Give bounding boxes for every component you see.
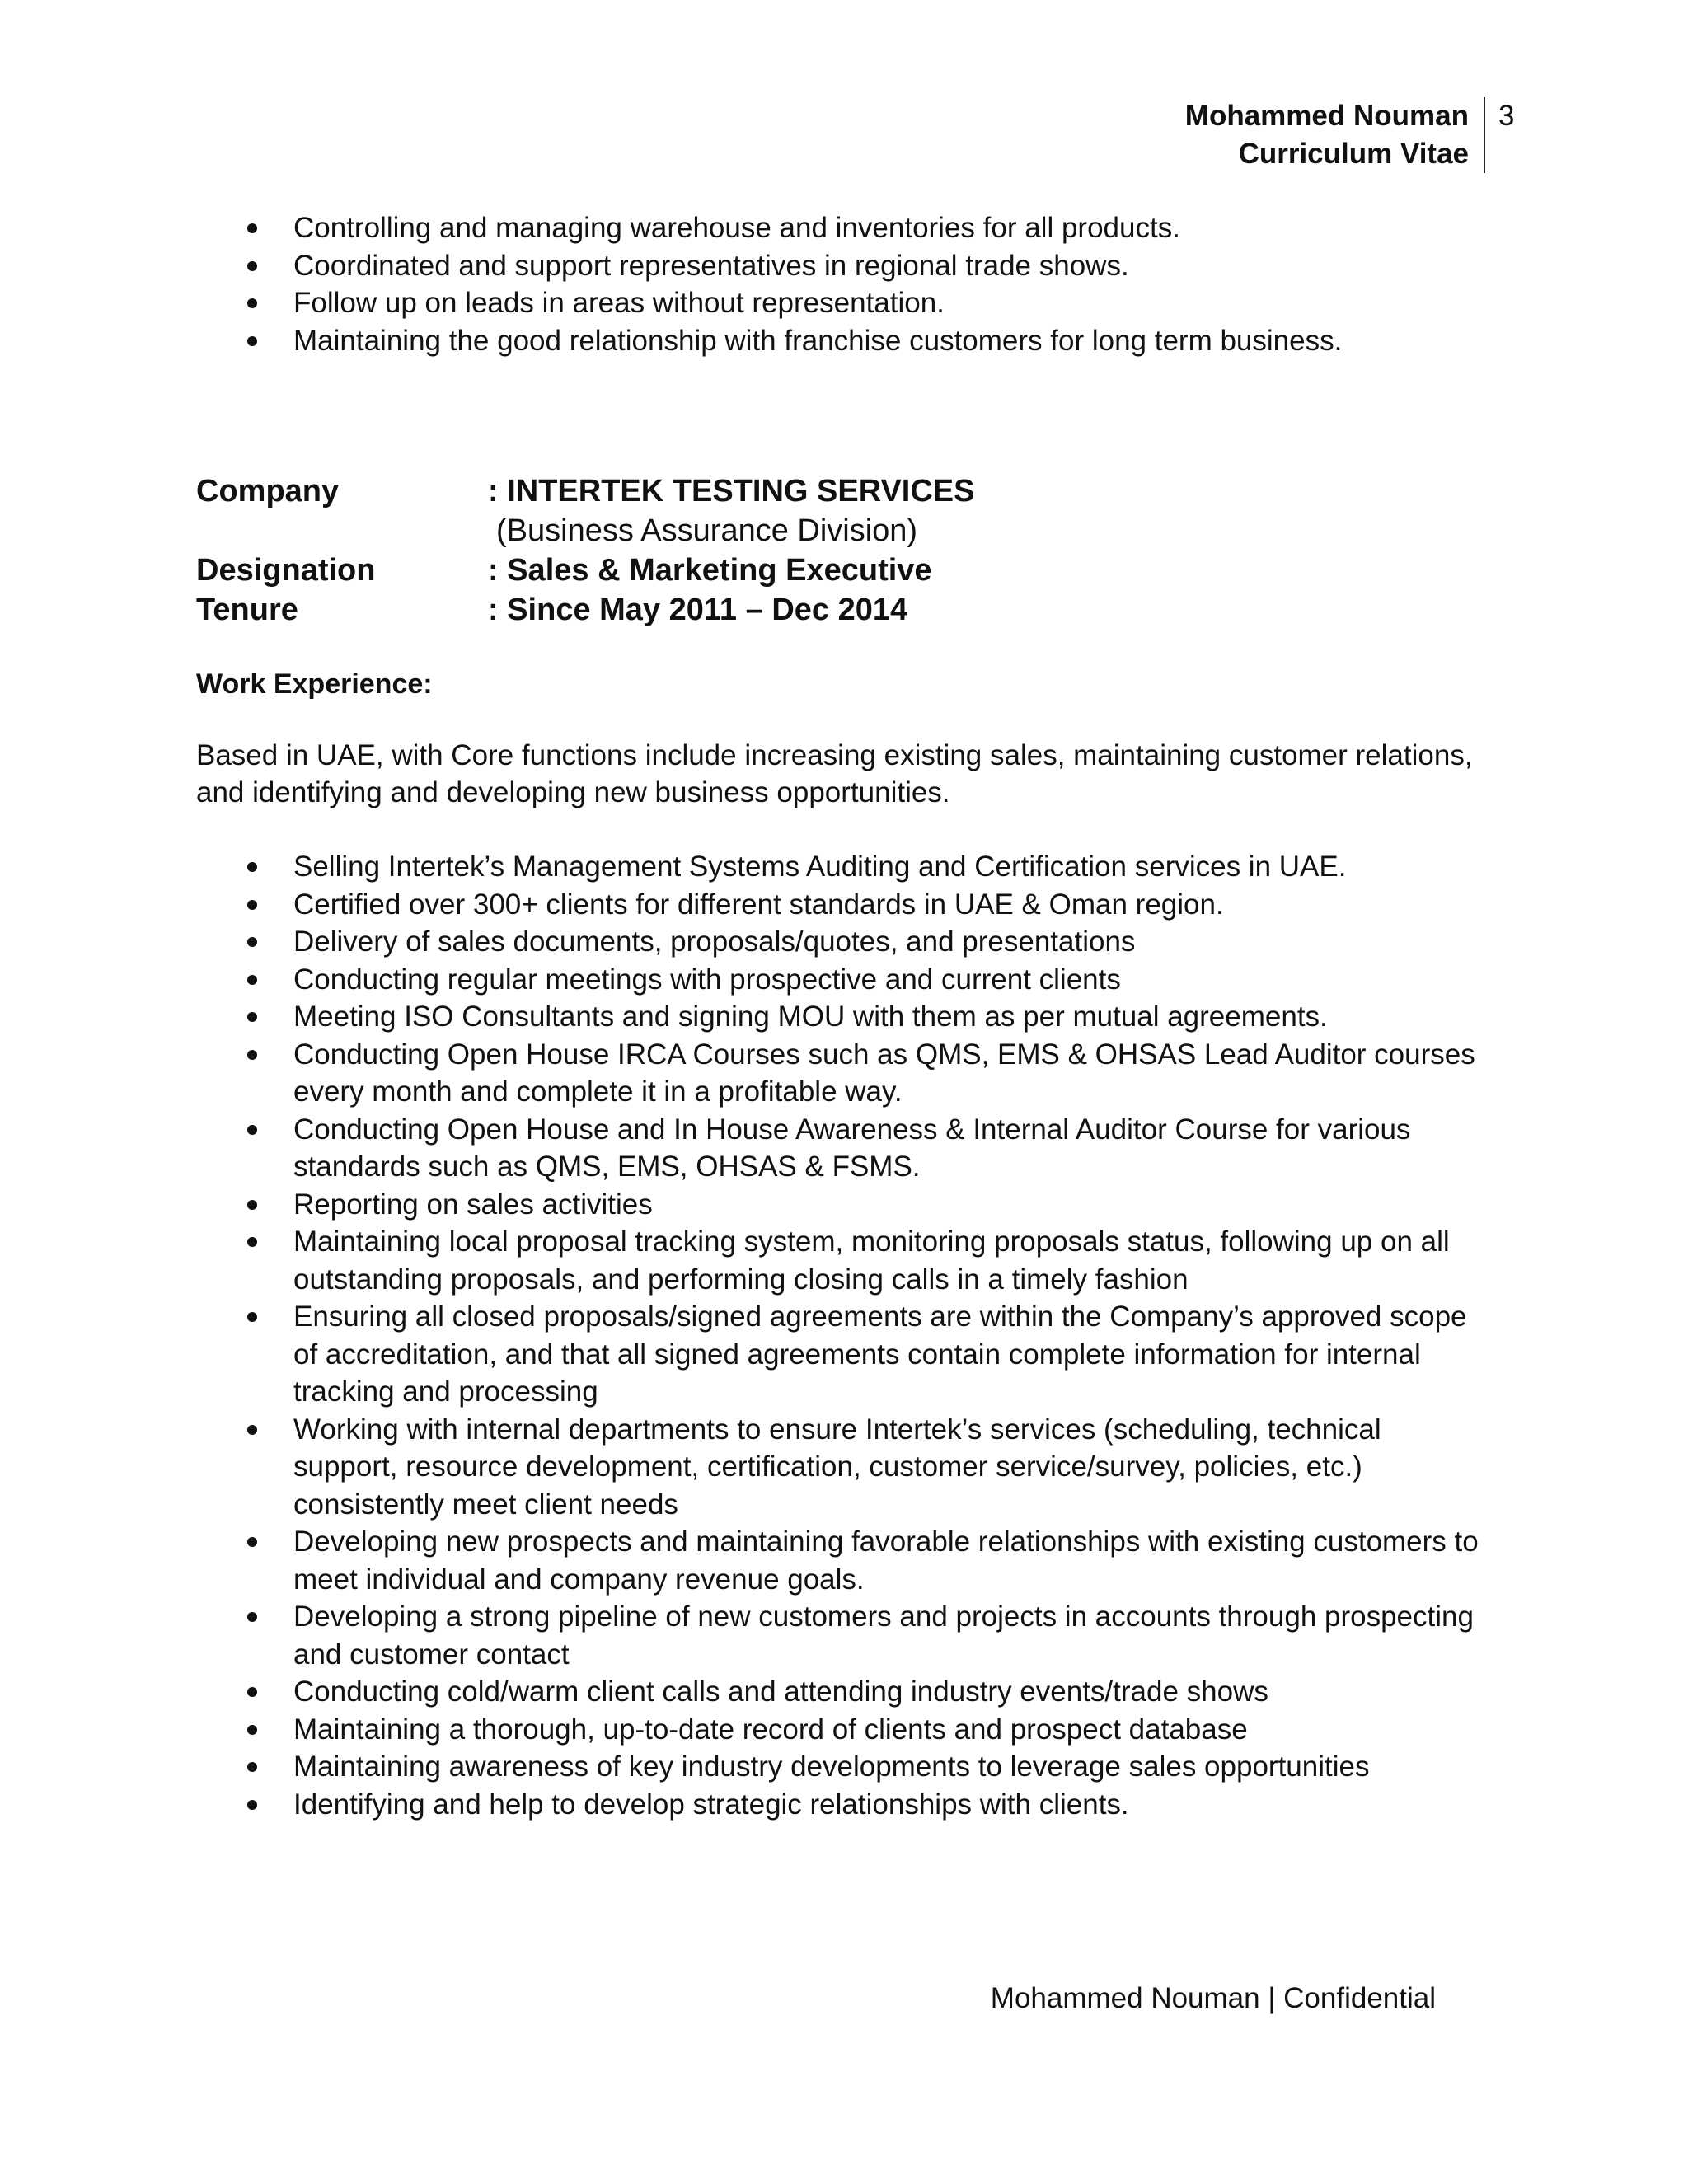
designation-value: : Sales & Marketing Executive xyxy=(488,553,932,588)
header-subtitle: Curriculum Vitae xyxy=(1238,138,1469,170)
page-footer: Mohammed Nouman | Confidential xyxy=(990,1982,1436,2014)
work-experience-intro: Based in UAE, with Core functions include increasing existing sales, maintaining customer relations, and identifying and developing new business opportunities. xyxy=(196,739,1473,808)
list-item-text: Identifying and help to develop strategic relationships with clients. xyxy=(293,1788,1129,1821)
list-item-text: Working with internal departments to ensure Intertek’s services (scheduling, technical support, resource development, certification, customer service/survey, policies, etc.) consistently meet client needs xyxy=(293,1413,1381,1521)
list-item xyxy=(247,1223,1484,1298)
list-item xyxy=(247,1523,1484,1598)
list-item-text: Developing new prospects and maintaining favorable relationships with existing customers to meet individual and company revenue goals. xyxy=(293,1526,1479,1596)
company-label: Company xyxy=(196,474,340,509)
tenure-label: Tenure xyxy=(196,593,298,627)
list-item-text: Maintaining the good relationship with franchise customers for long term business. xyxy=(293,324,1343,357)
previous-role-bullet-list xyxy=(247,209,1484,359)
company-division: (Business Assurance Division) xyxy=(496,513,918,548)
list-item-text: Maintaining awareness of key industry developments to leverage sales opportunities xyxy=(293,1750,1370,1783)
list-item xyxy=(247,923,1484,961)
list-item xyxy=(247,1186,1484,1224)
list-item-text: Reporting on sales activities xyxy=(293,1188,653,1221)
list-item xyxy=(247,1673,1484,1711)
list-item xyxy=(247,1036,1484,1111)
bullet-icon xyxy=(247,862,257,872)
bullet-icon xyxy=(247,1012,257,1022)
list-item xyxy=(247,1786,1484,1824)
bullet-icon xyxy=(247,298,257,308)
bullet-icon xyxy=(247,223,257,233)
job-details xyxy=(196,471,974,630)
list-item xyxy=(247,284,1484,322)
list-item-text: Meeting ISO Consultants and signing MOU with them as per mutual agreements. xyxy=(293,1001,1328,1033)
list-item xyxy=(247,1598,1484,1673)
bullet-icon xyxy=(247,1800,257,1810)
company-row xyxy=(196,471,974,511)
work-experience-heading: Work Experience: xyxy=(196,668,433,700)
page-header xyxy=(1185,97,1485,173)
list-item xyxy=(247,886,1484,924)
list-item xyxy=(247,961,1484,999)
bullet-icon xyxy=(247,1725,257,1735)
tenure-row xyxy=(196,590,974,630)
list-item xyxy=(247,247,1484,285)
bullet-icon xyxy=(247,1537,257,1547)
bullet-icon xyxy=(247,1612,257,1622)
work-experience-bullet-list xyxy=(247,848,1484,1823)
list-item-text: Ensuring all closed proposals/signed agreements are within the Company’s approved scope of accreditation, and that all signed agreements contain complete information for internal tracking and processing xyxy=(293,1301,1467,1408)
list-item xyxy=(247,1411,1484,1524)
page-number: 3 xyxy=(1498,100,1515,132)
company-value: : INTERTEK TESTING SERVICES xyxy=(488,474,975,509)
list-item-text: Maintaining local proposal tracking system, monitoring proposals status, following up on all outstanding proposals, and performing closing calls in a timely fashion xyxy=(293,1226,1450,1296)
list-item-text: Maintaining a thorough, up-to-date record of clients and prospect database xyxy=(293,1713,1248,1746)
list-item-text: Developing a strong pipeline of new customers and projects in accounts through prospecting and customer contact xyxy=(293,1601,1474,1671)
bullet-icon xyxy=(247,336,257,346)
list-item-text: Follow up on leads in areas without representation. xyxy=(293,287,945,319)
list-item-text: Selling Intertek’s Management Systems Auditing and Certification services in UAE. xyxy=(293,851,1347,883)
list-item-text: Certified over 300+ clients for different standards in UAE & Oman region. xyxy=(293,888,1224,921)
list-item-text: Controlling and managing warehouse and inventories for all products. xyxy=(293,212,1180,244)
tenure-value: : Since May 2011 – Dec 2014 xyxy=(488,593,908,627)
bullet-icon xyxy=(247,261,257,271)
list-item-text: Conducting cold/warm client calls and attending industry events/trade shows xyxy=(293,1675,1268,1708)
bullet-icon xyxy=(247,975,257,985)
bullet-icon xyxy=(247,1312,257,1322)
list-item xyxy=(247,1711,1484,1749)
list-item-text: Conducting Open House and In House Awareness & Internal Auditor Course for various standards such as QMS, EMS, OHSAS & FSMS. xyxy=(293,1113,1411,1183)
list-item xyxy=(247,1748,1484,1786)
bullet-icon xyxy=(247,1687,257,1697)
list-item xyxy=(247,209,1484,247)
bullet-icon xyxy=(247,900,257,910)
bullet-icon xyxy=(247,1125,257,1135)
header-name: Mohammed Nouman xyxy=(1184,100,1469,132)
bullet-icon xyxy=(247,1050,257,1060)
bullet-icon xyxy=(247,1200,257,1210)
list-item xyxy=(247,1111,1484,1186)
list-item-text: Conducting regular meetings with prospective and current clients xyxy=(293,963,1121,996)
list-item xyxy=(247,998,1484,1036)
list-item-text: Coordinated and support representatives in regional trade shows. xyxy=(293,249,1129,282)
designation-row xyxy=(196,551,974,590)
list-item-text: Conducting Open House IRCA Courses such as QMS, EMS & OHSAS Lead Auditor courses every month and complete it in a profitable way. xyxy=(293,1038,1475,1108)
bullet-icon xyxy=(247,937,257,947)
list-item xyxy=(247,322,1484,360)
designation-label: Designation xyxy=(196,553,376,588)
bullet-icon xyxy=(247,1237,257,1247)
bullet-icon xyxy=(247,1762,257,1772)
list-item-text: Delivery of sales documents, proposals/quotes, and presentations xyxy=(293,926,1136,958)
bullet-icon xyxy=(247,1425,257,1435)
list-item xyxy=(247,848,1484,886)
list-item xyxy=(247,1298,1484,1411)
